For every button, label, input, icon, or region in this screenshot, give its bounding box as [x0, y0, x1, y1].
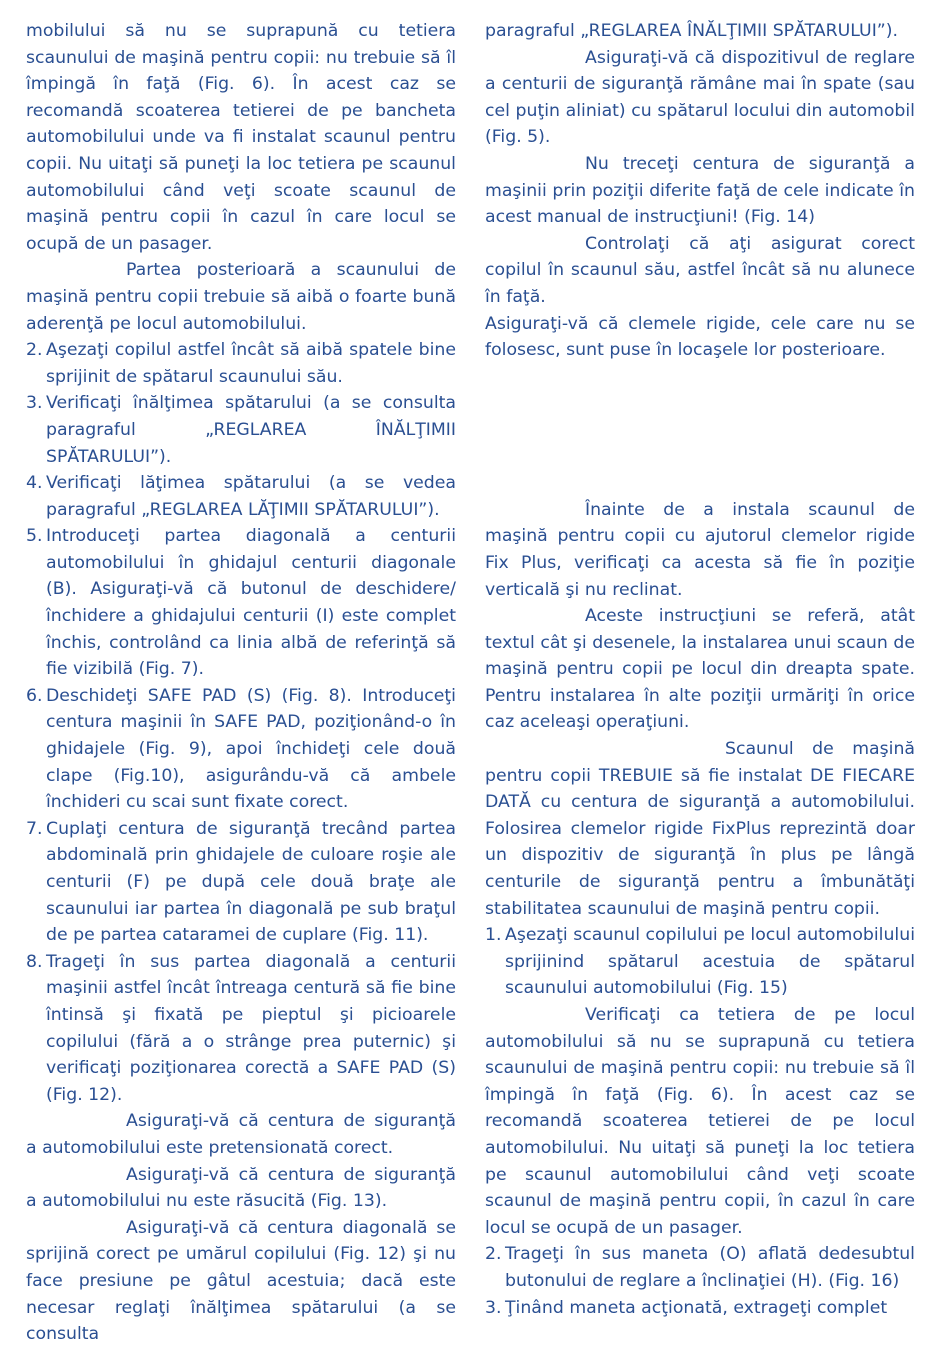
headrest-continuation-paragraph: mobilului să nu se suprapună cu tetiera scaunului de maşină pentru copii: nu trebuie să îl împingă în faţă (Fig. 6). În acest caz se recomandă scoaterea tetierei de pe bancheta automobilului unde va fi instalat scaunul pentru copii. Nu uitaţi să puneţi la loc tetiera pe scaunul automobilului când veţi scoate scaunul de maşină pentru copii în cazul în care locul se ocupă de un pasager.: [26, 21, 456, 254]
seatbelt-required-warning: Scaunul de maşină pentru copii TREBUIE să fie instalat DE FIECARE DATĂ cu centura de siguranţă a automobilului. Folosirea clemelor rigide FixPlus reprezintă doar un dispozitiv de siguranţă în plus pe lângă centurile de siguranţă pentru a îmbunătăţi stabilitatea scaunului de maşină pentru copii.: [485, 739, 915, 919]
list-item: [26, 523, 456, 683]
list-item: [26, 337, 456, 390]
list-item: [485, 922, 915, 1002]
step-text: Aşezaţi copilul astfel încât să aibă spatele bine sprijinit de spătarul scaunului său.: [46, 340, 456, 387]
step-text: Aşezaţi scaunul copilului pe locul automobilului sprijinind spătarul acestuia de spătarul scaunului automobilului (Fig. 15): [505, 925, 915, 999]
fixplus-steps-list-continued: [485, 1241, 915, 1321]
list-item: [26, 949, 456, 1109]
right-column: [485, 18, 915, 1321]
step-text: Trageţi în sus partea diagonală a centurii maşinii astfel încât întreaga centură să fie bine întinsă şi fixată pe pieptul şi picioarele copilului (fără a o strânge prea puternic) şi verificaţi poziţionarea corectă a SAFE PAD (S) (Fig. 12).: [46, 951, 456, 1105]
step-text: Introduceţi partea diagonală a centurii automobilului în ghidajul centurii diagonale (B). Asiguraţi-vă că butonul de deschidere/închidere a ghidajului centurii (I) este complet închis, controlând ca linia albă de referinţă să fie vizibilă (Fig. 7).: [46, 526, 456, 680]
step-text: Cuplaţi centura de siguranţă trecând partea abdominală prin ghidajele de culoare roşie ale centurii (F) pe după cele două braţe ale scaunului iar partea în diagonală pe sub braţul de pe partea cataramei de cuplare (Fig. 11).: [46, 818, 456, 946]
rear-adherence-note: Partea posterioară a scaunului de maşină pentru copii trebuie să aibă o foarte bună aderenţă pe locul automobilului.: [26, 260, 456, 334]
shoulder-belt-note: Asiguraţi-vă că centura diagonală se sprijină corect pe umărul copilului (Fig. 12) şi nu face presiune pe gâtul acestuia; dacă este necesar reglaţi înălţimea spătarului (a se consulta: [26, 1217, 456, 1345]
headrest-check-note: Verificaţi ca tetiera de pe locul automobilului să nu se suprapună cu tetiera scaunului de maşină pentru copii: nu trebuie să îl împingă în faţă (Fig. 6). În acest caz se recomandă scoaterea tetierei de pe locul automobilului. Nu uitaţi să puneţi la loc tetiera pe scaunul automobilului când veţi scoate scaunul de maşină pentru copii, în cazul în care locul se ocupă de un pasager.: [485, 1005, 915, 1238]
step-number: 4.: [26, 473, 43, 494]
instructions-scope-note: Aceste instrucţiuni se referă, atât textul cât şi desenele, la instalarea unui scaun de maşină pentru copii pe locul din dreapta spate. Pentru instalarea în alte poziţii urmăriţi în orice caz aceleaşi operaţiuni.: [485, 606, 915, 733]
step-text: Verificaţi lăţimea spătarului (a se vedea paragraful „REGLAREA LĂŢIMII SPĂTARULUI”).: [46, 473, 456, 520]
step-number: 7.: [26, 818, 43, 839]
twisted-belt-note: Asiguraţi-vă că centura de siguranţă a automobilului nu este răsucită (Fig. 13).: [26, 1164, 456, 1212]
step-text: Deschideţi SAFE PAD (S) (Fig. 8). Introduceţi centura maşinii în SAFE PAD, poziţionând-o în ghidajele (Fig. 9), apoi închideţi cele două clape (Fig.10), asigurându-vă că ambele închideri cu scai sunt fixate corect.: [46, 685, 456, 813]
step-number: 1.: [485, 925, 502, 946]
pretension-note: Asiguraţi-vă că centura de siguranţă a automobilului este pretensionată corect.: [26, 1111, 456, 1158]
list-item: [26, 683, 456, 816]
belt-routing-warning: Nu treceţi centura de siguranţă a maşinii prin poziţii diferite faţă de cele indicate în acest manual de instrucţiuni! (Fig. 14): [485, 153, 915, 228]
child-secured-note: Controlaţi că aţi asigurat corect copilul în scaunul său, astfel încât să nu alunece în faţă.: [485, 233, 915, 307]
fixplus-upright-note: Înainte de a instala scaunul de maşină pentru copii cu ajutorul clemelor rigide Fix Plus, verificaţi ca acesta să fie în poziţie verticală şi nu reclinat.: [485, 499, 915, 600]
left-column: [26, 18, 456, 1348]
step-number: 2.: [485, 1244, 502, 1265]
list-item: [485, 1241, 915, 1294]
rigid-clips-note: Asiguraţi-vă că clemele rigide, cele care nu se folosesc, sunt puse în locaşele lor posterioare.: [485, 313, 915, 361]
step-number: 5.: [26, 526, 43, 547]
step-number: 8.: [26, 951, 43, 972]
list-item: [26, 470, 456, 523]
section-spacer: [485, 364, 915, 497]
installation-steps-list: [26, 337, 456, 1108]
list-item: [26, 816, 456, 949]
list-item: [26, 390, 456, 470]
paragraph-continuation: paragraful „REGLAREA ÎNĂLŢIMII SPĂTARULUI”).: [485, 21, 898, 41]
step-text: Trageţi în sus maneta (O) aflată dedesubtul butonului de reglare a înclinaţiei (H). (Fig. 16): [505, 1244, 915, 1291]
step-text: Ţinând maneta acţionată, extrageţi complet: [505, 1297, 888, 1318]
list-item: [485, 1295, 915, 1322]
step-number: 2.: [26, 340, 43, 361]
step-text: Verificaţi înălţimea spătarului (a se consulta paragraful „REGLAREA ÎNĂLŢIMII SPĂTARULUI”).: [46, 393, 456, 467]
fixplus-steps-list: [485, 922, 915, 1002]
step-number: 6.: [26, 685, 43, 706]
adjuster-position-note: Asiguraţi-vă că dispozitivul de reglare a centurii de siguranţă rămâne mai în spate (sau cel puţin aliniat) cu spătarul locului din automobil (Fig. 5).: [485, 47, 915, 148]
step-number: 3.: [485, 1297, 502, 1318]
step-number: 3.: [26, 393, 43, 414]
